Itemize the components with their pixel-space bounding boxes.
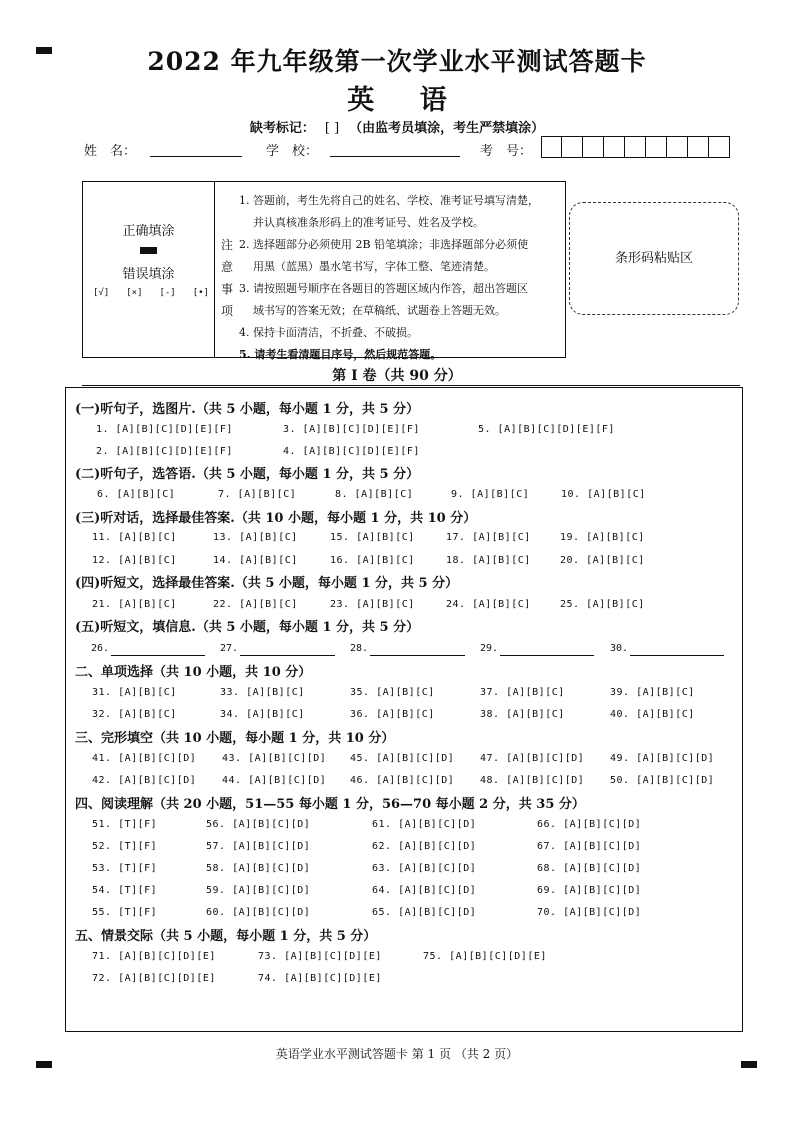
answer-option-row[interactable]: 37. [A][B][C] bbox=[480, 687, 565, 698]
name-field[interactable] bbox=[150, 142, 242, 157]
barcode-area bbox=[569, 202, 739, 315]
missing-mark-label: 缺考标记： bbox=[249, 121, 315, 136]
answer-option-row[interactable]: 31. [A][B][C] bbox=[92, 687, 177, 698]
answer-option-row[interactable]: 38. [A][B][C] bbox=[480, 709, 565, 720]
answer-option-row[interactable]: 13. [A][B][C] bbox=[213, 532, 298, 543]
missing-mark-box[interactable]: [ ] bbox=[324, 121, 340, 136]
answer-option-row[interactable]: 63. [A][B][C][D] bbox=[372, 863, 477, 874]
notice-item: 并认真核准条形码上的准考证号、姓名及学校。 bbox=[253, 216, 484, 229]
answer-option-row[interactable]: 59. [A][B][C][D] bbox=[206, 885, 311, 896]
answer-option-row[interactable]: 35. [A][B][C] bbox=[350, 687, 435, 698]
answer-option-row[interactable]: 64. [A][B][C][D] bbox=[372, 885, 477, 896]
wrong-sample-dash: [-] bbox=[159, 288, 176, 298]
answer-option-row[interactable]: 11. [A][B][C] bbox=[92, 532, 177, 543]
answer-option-row[interactable]: 73. [A][B][C][D][E] bbox=[258, 951, 382, 962]
answer-option-row[interactable]: 54. [T][F] bbox=[92, 885, 158, 896]
alignment-mark-bottom-right bbox=[741, 1061, 757, 1068]
answer-blank[interactable] bbox=[630, 655, 724, 656]
answer-option-row[interactable]: 33. [A][B][C] bbox=[220, 687, 305, 698]
answer-option-row[interactable]: 61. [A][B][C][D] bbox=[372, 819, 477, 830]
name-label: 姓 名： bbox=[84, 144, 137, 159]
answer-option-row[interactable]: 16. [A][B][C] bbox=[330, 555, 415, 566]
school-label: 学 校： bbox=[266, 144, 319, 159]
exam-digit-box[interactable] bbox=[541, 136, 562, 158]
answer-option-row[interactable]: 74. [A][B][C][D][E] bbox=[258, 973, 382, 984]
side-char: 意 bbox=[221, 260, 234, 274]
side-char: 事 bbox=[221, 282, 234, 296]
answer-option-row[interactable]: 48. [A][B][C][D] bbox=[480, 775, 585, 786]
answer-option-row[interactable]: 10. [A][B][C] bbox=[561, 489, 646, 500]
answer-option-row[interactable]: 19. [A][B][C] bbox=[560, 532, 645, 543]
exam-number-label: 考 号： bbox=[480, 144, 533, 159]
section-title: 二、单项选择（共 10 小题，共 10 分） bbox=[75, 665, 312, 680]
wrong-fill-label: 错误填涂 bbox=[122, 267, 175, 282]
answer-option-row[interactable]: 23. [A][B][C] bbox=[330, 599, 415, 610]
answer-option-row[interactable]: 22. [A][B][C] bbox=[213, 599, 298, 610]
answer-option-row[interactable]: 25. [A][B][C] bbox=[560, 599, 645, 610]
answer-option-row[interactable]: 70. [A][B][C][D] bbox=[537, 907, 642, 918]
alignment-mark-bottom-left bbox=[36, 1061, 52, 1068]
side-char: 注 bbox=[221, 238, 234, 252]
answer-option-row[interactable]: 18. [A][B][C] bbox=[446, 555, 531, 566]
wrong-sample-dot: [•] bbox=[192, 288, 209, 298]
answer-option-row[interactable]: 66. [A][B][C][D] bbox=[537, 819, 642, 830]
answer-option-row[interactable]: 39. [A][B][C] bbox=[610, 687, 695, 698]
answer-option-row[interactable]: 65. [A][B][C][D] bbox=[372, 907, 477, 918]
section-title: (四)听短文，选择最佳答案.（共 5 小题，每小题 1 分，共 5 分） bbox=[75, 576, 459, 591]
answer-option-row[interactable]: 67. [A][B][C][D] bbox=[537, 841, 642, 852]
answer-option-row[interactable]: 57. [A][B][C][D] bbox=[206, 841, 311, 852]
answer-option-row[interactable]: 20. [A][B][C] bbox=[560, 555, 645, 566]
answer-option-row[interactable]: 51. [T][F] bbox=[92, 819, 158, 830]
notice-item: 5. 请考生看清题目序号，然后规范答题。 bbox=[239, 348, 442, 361]
notice-item: 2. 选择题部分必须使用 2B 铅笔填涂；非选择题部分必须使 bbox=[239, 238, 529, 251]
answer-option-row[interactable]: 56. [A][B][C][D] bbox=[206, 819, 311, 830]
answer-option-row[interactable]: 21. [A][B][C] bbox=[92, 599, 177, 610]
missing-mark-row bbox=[0, 117, 794, 136]
answer-option-row[interactable]: 47. [A][B][C][D] bbox=[480, 753, 585, 764]
answer-option-row[interactable]: 71. [A][B][C][D][E] bbox=[92, 951, 216, 962]
answer-option-row[interactable]: 69. [A][B][C][D] bbox=[537, 885, 642, 896]
correct-fill-sample bbox=[140, 247, 157, 254]
answer-blank[interactable] bbox=[500, 655, 594, 656]
wrong-sample-cross: [×] bbox=[126, 288, 143, 298]
answer-option-row[interactable]: 41. [A][B][C][D] bbox=[92, 753, 197, 764]
answer-option-row[interactable]: 9. [A][B][C] bbox=[451, 489, 530, 500]
answer-option-row[interactable]: 3. [A][B][C][D][E][F] bbox=[283, 424, 420, 435]
section-title: (三)听对话，选择最佳答案.（共 10 小题，每小题 1 分，共 10 分） bbox=[75, 511, 477, 526]
notice-item: 1. 答题前，考生先将自己的姓名、学校、准考证号填写清楚， bbox=[239, 194, 539, 207]
section-title: (五)听短文，填信息.（共 5 小题，每小题 1 分，共 5 分） bbox=[75, 620, 420, 635]
blank-number: 28. bbox=[350, 643, 369, 654]
notice-item: 域书写的答案无效；在草稿纸、试题卷上答题无效。 bbox=[253, 304, 506, 317]
answer-blank[interactable] bbox=[111, 655, 205, 656]
notice-side-label bbox=[221, 234, 235, 322]
answer-option-row[interactable]: 17. [A][B][C] bbox=[446, 532, 531, 543]
exam-digit-box[interactable] bbox=[688, 136, 709, 158]
answer-option-row[interactable]: 53. [T][F] bbox=[92, 863, 158, 874]
part-one-title: 第 I 卷（共 90 分） bbox=[332, 368, 462, 384]
answer-option-row[interactable]: 6. [A][B][C] bbox=[97, 489, 176, 500]
answer-option-row[interactable]: 8. [A][B][C] bbox=[335, 489, 414, 500]
answer-option-row[interactable]: 43. [A][B][C][D] bbox=[222, 753, 327, 764]
exam-number-boxes[interactable] bbox=[541, 136, 730, 158]
answer-option-row[interactable]: 15. [A][B][C] bbox=[330, 532, 415, 543]
answer-option-row[interactable]: 75. [A][B][C][D][E] bbox=[423, 951, 547, 962]
section-title: (二)听句子，选答语.（共 5 小题，每小题 1 分，共 5 分） bbox=[75, 467, 420, 482]
exam-digit-box[interactable] bbox=[709, 136, 730, 158]
section-title: 五、情景交际（共 5 小题，每小题 1 分，共 5 分） bbox=[75, 929, 377, 944]
notice-item: 3. 请按照题号顺序在各题目的答题区域内作答，超出答题区 bbox=[239, 282, 528, 295]
answer-blank[interactable] bbox=[240, 655, 335, 656]
instructions-box bbox=[82, 181, 566, 361]
answer-blank[interactable] bbox=[370, 655, 465, 656]
answer-option-row[interactable]: 24. [A][B][C] bbox=[446, 599, 531, 610]
exam-digit-box[interactable] bbox=[625, 136, 646, 158]
section-title: 四、阅读理解（共 20 小题，51—55 每小题 1 分，56—70 每小题 2 分，共 35 分） bbox=[75, 797, 585, 812]
blank-number: 30. bbox=[610, 643, 629, 654]
side-char: 项 bbox=[221, 304, 234, 318]
answer-option-row[interactable]: 1. [A][B][C][D][E][F] bbox=[96, 424, 233, 435]
section-title: 三、完形填空（共 10 小题，每小题 1 分，共 10 分） bbox=[75, 731, 395, 746]
notice-item: 4. 保持卡面清洁，不折叠、不破损。 bbox=[239, 326, 418, 339]
blank-number: 26. bbox=[91, 643, 110, 654]
answer-option-row[interactable]: 40. [A][B][C] bbox=[610, 709, 695, 720]
barcode-label: 条形码粘贴区 bbox=[614, 251, 693, 266]
answer-option-row[interactable]: 72. [A][B][C][D][E] bbox=[92, 973, 216, 984]
answer-option-row[interactable]: 32. [A][B][C] bbox=[92, 709, 177, 720]
answer-option-row[interactable]: 44. [A][B][C][D] bbox=[222, 775, 327, 786]
notice-item: 用黑（蓝黑）墨水笔书写，字体工整、笔迹清楚。 bbox=[253, 260, 495, 273]
blank-number: 27. bbox=[220, 643, 239, 654]
answer-option-row[interactable]: 7. [A][B][C] bbox=[218, 489, 297, 500]
sheet-title: 2022 年九年级第一次学业水平测试答题卡 bbox=[147, 47, 647, 76]
exam-digit-box[interactable] bbox=[583, 136, 604, 158]
exam-digit-box[interactable] bbox=[604, 136, 625, 158]
answer-option-row[interactable]: 68. [A][B][C][D] bbox=[537, 863, 642, 874]
answer-option-row[interactable]: 2. [A][B][C][D][E][F] bbox=[96, 446, 233, 457]
answer-option-row[interactable]: 52. [T][F] bbox=[92, 841, 158, 852]
answer-option-row[interactable]: 55. [T][F] bbox=[92, 907, 158, 918]
answer-option-row[interactable]: 36. [A][B][C] bbox=[350, 709, 435, 720]
fill-example-panel bbox=[83, 182, 215, 357]
answer-option-row[interactable]: 49. [A][B][C][D] bbox=[610, 753, 715, 764]
exam-digit-box[interactable] bbox=[562, 136, 583, 158]
answer-option-row[interactable]: 12. [A][B][C] bbox=[92, 555, 177, 566]
answer-option-row[interactable]: 58. [A][B][C][D] bbox=[206, 863, 311, 874]
page-footer: 英语学业水平测试答题卡 第 1 页 （共 2 页） bbox=[275, 1047, 519, 1061]
answer-option-row[interactable]: 46. [A][B][C][D] bbox=[350, 775, 455, 786]
divider bbox=[82, 385, 740, 386]
subject-title: 英 语 bbox=[347, 85, 465, 116]
correct-fill-label: 正确填涂 bbox=[122, 224, 175, 239]
school-field[interactable] bbox=[330, 142, 460, 157]
missing-mark-note: （由监考员填涂，考生严禁填涂） bbox=[349, 121, 545, 136]
answer-option-row[interactable]: 60. [A][B][C][D] bbox=[206, 907, 311, 918]
wrong-fill-samples bbox=[93, 288, 209, 298]
notice-items bbox=[239, 190, 565, 366]
answer-option-row[interactable]: 42. [A][B][C][D] bbox=[92, 775, 197, 786]
exam-digit-box[interactable] bbox=[667, 136, 688, 158]
answer-option-row[interactable]: 62. [A][B][C][D] bbox=[372, 841, 477, 852]
answer-option-row[interactable]: 14. [A][B][C] bbox=[213, 555, 298, 566]
answer-option-row[interactable]: 4. [A][B][C][D][E][F] bbox=[283, 446, 420, 457]
answer-option-row[interactable]: 34. [A][B][C] bbox=[220, 709, 305, 720]
answer-option-row[interactable]: 45. [A][B][C][D] bbox=[350, 753, 455, 764]
section-title: (一)听句子，选图片.（共 5 小题，每小题 1 分，共 5 分） bbox=[75, 402, 420, 417]
wrong-sample-check: [√] bbox=[93, 288, 110, 298]
answer-option-row[interactable]: 50. [A][B][C][D] bbox=[610, 775, 715, 786]
blank-number: 29. bbox=[480, 643, 499, 654]
answer-option-row[interactable]: 5. [A][B][C][D][E][F] bbox=[478, 424, 615, 435]
exam-digit-box[interactable] bbox=[646, 136, 667, 158]
